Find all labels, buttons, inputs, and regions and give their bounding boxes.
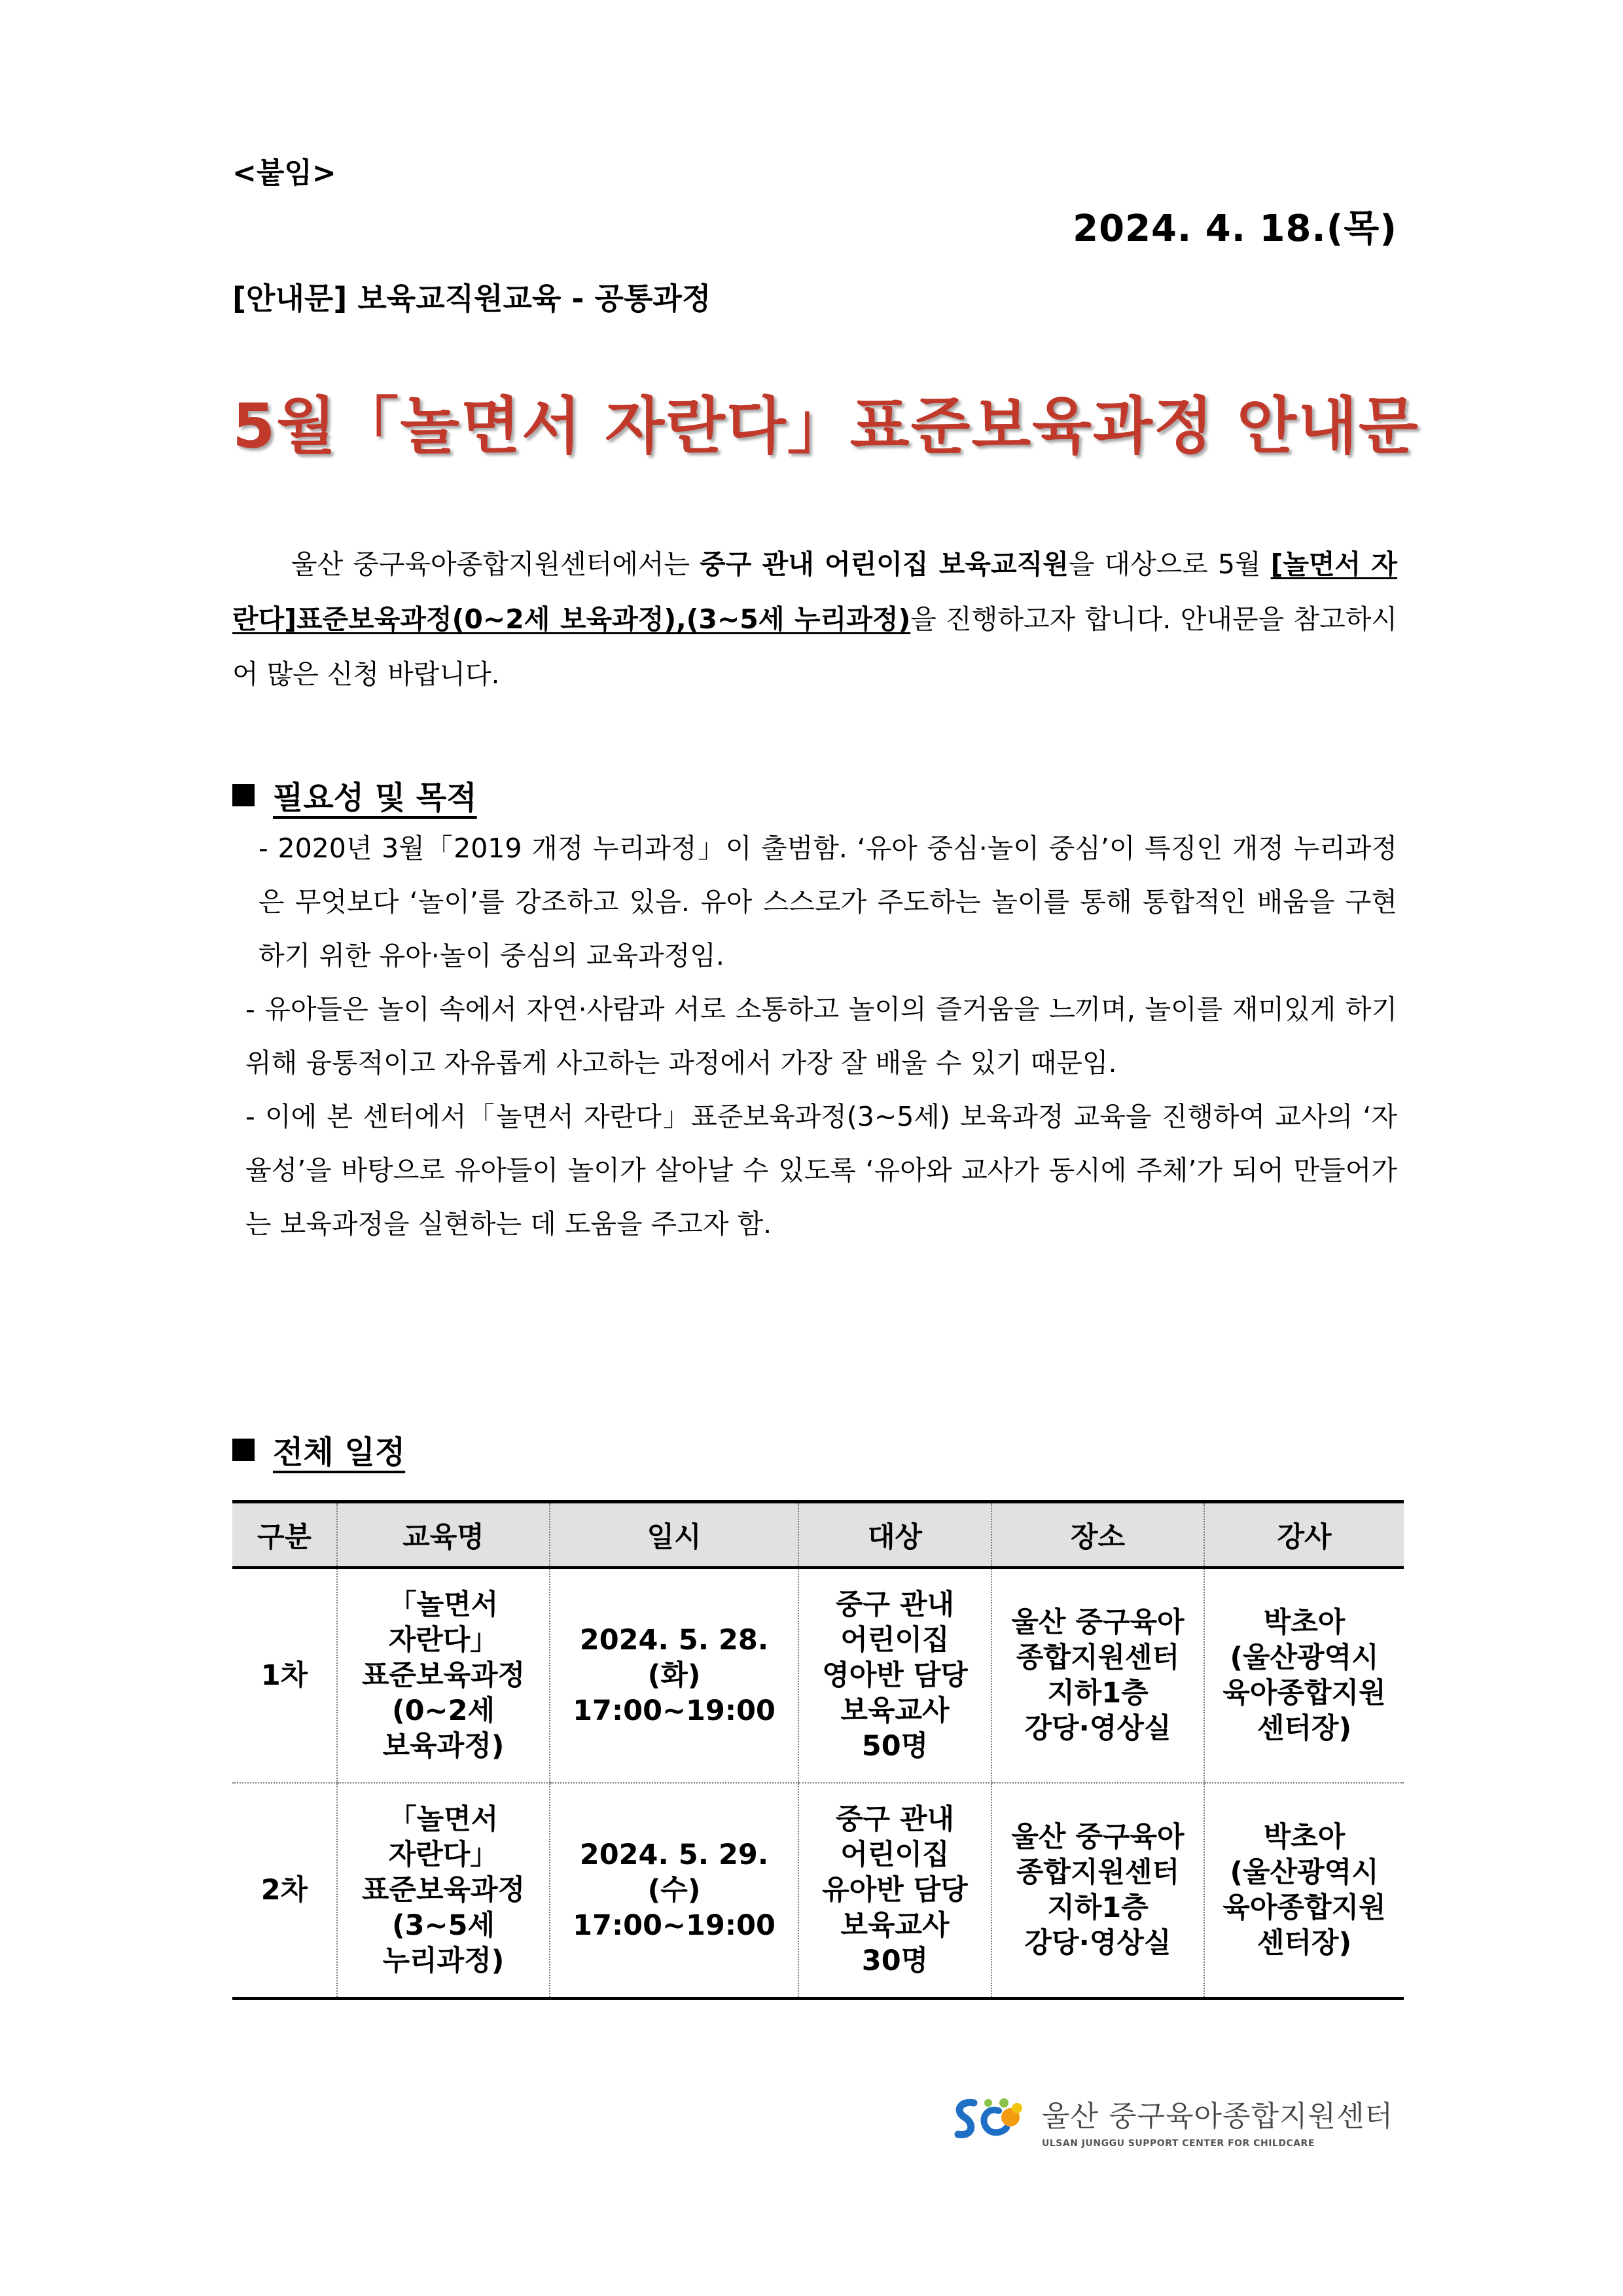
cell-line: 박초아 [1263,1606,1346,1639]
table-row [232,1568,1404,1783]
place-cell [991,1568,1204,1783]
document-date: 2024. 4. 18.(목) [1073,207,1397,250]
section-heading-purpose [232,772,477,817]
section-heading-text: 전체 일정 [273,1434,406,1471]
lecturer-cell [1204,1568,1404,1783]
intro-text-1: 울산 중구육아종합지원센터에서는 [291,548,700,580]
cell-line: (울산광역시 [1230,1641,1379,1674]
round-cell: 2차 [232,1783,337,1999]
cell-line: 17:00~19:00 [573,1695,776,1727]
intro-text-3: 을 진행하고자 합니다. 안내문을 참고하시어 많은 신청 바랍니다. [232,603,1397,690]
cell-line: 어린이집 [840,1839,950,1871]
cell-line: 울산 중구육아 [1011,1821,1185,1854]
header-cell: 강사 [1204,1502,1404,1568]
target-cell [798,1783,991,1999]
cell-line: 중구 관내 [835,1803,955,1836]
cell-line: 「놀면서 [388,1803,499,1836]
cell-line: 어린이집 [840,1624,950,1657]
square-bullet-icon [232,784,255,806]
cell-line: 유아반 담당 [822,1874,968,1907]
cell-line: 30명 [861,1945,929,1977]
cell-line: 2024. 5. 28.(화) [579,1624,769,1692]
header-cell: 장소 [991,1502,1204,1568]
cell-line: 보육교사 [840,1695,950,1727]
cell-line: 「놀면서 [388,1588,499,1621]
cell-line: 2024. 5. 29.(수) [579,1839,769,1907]
cell-line: 보육과정) [382,1730,505,1763]
cell-line: 중구 관내 [835,1588,955,1621]
table-row [232,1783,1404,1999]
cell-line: 박초아 [1263,1821,1346,1854]
table-header-row [232,1502,1404,1568]
cell-line: 표준보육과정 [361,1874,526,1907]
cell-line: 영아반 담당 [822,1659,968,1692]
cell-line: 울산 중구육아 [1011,1606,1185,1639]
header-cell: 교육명 [337,1502,550,1568]
list-item: - 2020년 3월「2019 개정 누리과정」이 출범함. ‘유아 중심·놀이 중심’이 특징인 개정 누리과정은 무엇보다 ‘놀이’를 강조하고 있음. 유아 스스로가 주도하는 놀이를 통해 통합적인 배움을 구현하기 위한 유아·놀이 중심의 교육과정임. [259,833,1397,971]
section-heading-text: 필요성 및 목적 [273,780,477,816]
cell-line: 센터장) [1257,1927,1352,1960]
place-cell [991,1783,1204,1999]
cell-line: 50명 [861,1730,929,1763]
org-name: 울산 중구육아종합지원센터 [1042,2100,1394,2133]
square-bullet-icon [232,1439,255,1461]
section-heading-schedule [232,1427,405,1472]
header-cell: 일시 [550,1502,798,1568]
cell-line: 육아종합지원 [1222,1677,1386,1710]
header-cell: 대상 [798,1502,991,1568]
cell-line: 지하1층 [1047,1677,1149,1710]
center-logo-icon [949,2091,1027,2150]
list-item: - 이에 본 센터에서「놀면서 자란다」표준보육과정(3~5세) 보육과정 교육을 진행하여 교사의 ‘자율성’을 바탕으로 유아들이 놀이가 살아날 수 있도록 ‘유아와 교사가 동시에 주체’가 되어 만들어가는 보육과정을 실현하는 데 도움을 주고자 함. [245,1101,1397,1240]
cell-line: 지하1층 [1047,1892,1149,1924]
datetime-cell [550,1568,798,1783]
document-title: 5월「놀면서 자란다」표준보육과정 안내문 [232,391,1419,462]
cell-line: 강당·영상실 [1024,1927,1171,1960]
course-cell [337,1568,550,1783]
intro-paragraph [232,537,1397,702]
cell-line: 자란다」 [388,1624,499,1657]
purpose-bullet-list [232,821,1397,1251]
cell-line: 17:00~19:00 [573,1909,776,1942]
datetime-cell [550,1783,798,1999]
cell-line: 종합지원센터 [1016,1641,1180,1674]
cell-line: 육아종합지원 [1222,1892,1386,1924]
cell-line: (울산광역시 [1230,1856,1379,1889]
attachment-label: <붙임> [232,156,336,190]
cell-line: 표준보육과정 [361,1659,526,1692]
header-cell: 구분 [232,1502,337,1568]
schedule-table [232,1500,1404,2000]
cell-line: (3~5세 [391,1909,495,1942]
cell-line: 보육교사 [840,1909,950,1942]
round-cell: 1차 [232,1568,337,1783]
cell-line: 종합지원센터 [1016,1856,1180,1889]
document-subtitle: [안내문] 보육교직원교육 - 공통과정 [232,281,711,316]
intro-course-underlined: [놀면서 자란다]표준보육과정(0~2세 보육과정),(3~5세 누리과정) [232,548,1398,635]
cell-line: 누리과정) [382,1945,505,1977]
cell-line: 센터장) [1257,1712,1352,1745]
org-name-en: ULSAN JUNGGU SUPPORT CENTER FOR CHILDCARE [1042,2138,1315,2149]
cell-line: 자란다」 [388,1839,499,1871]
target-cell [798,1568,991,1783]
list-item: - 유아들은 놀이 속에서 자연·사람과 서로 소통하고 놀이의 즐거움을 느끼며, 놀이를 재미있게 하기 위해 융통적이고 자유롭게 사고하는 과정에서 가장 잘 배울 수 있기 때문임. [245,994,1397,1079]
lecturer-cell [1204,1783,1404,1999]
intro-target-bold: 중구 관내 어린이집 보육교직원 [700,548,1069,580]
intro-text-2: 을 대상으로 5월 [1068,548,1271,580]
course-cell [337,1783,550,1999]
footer-logo [949,2091,1393,2150]
cell-line: (0~2세 [391,1695,495,1727]
cell-line: 강당·영상실 [1024,1712,1171,1745]
